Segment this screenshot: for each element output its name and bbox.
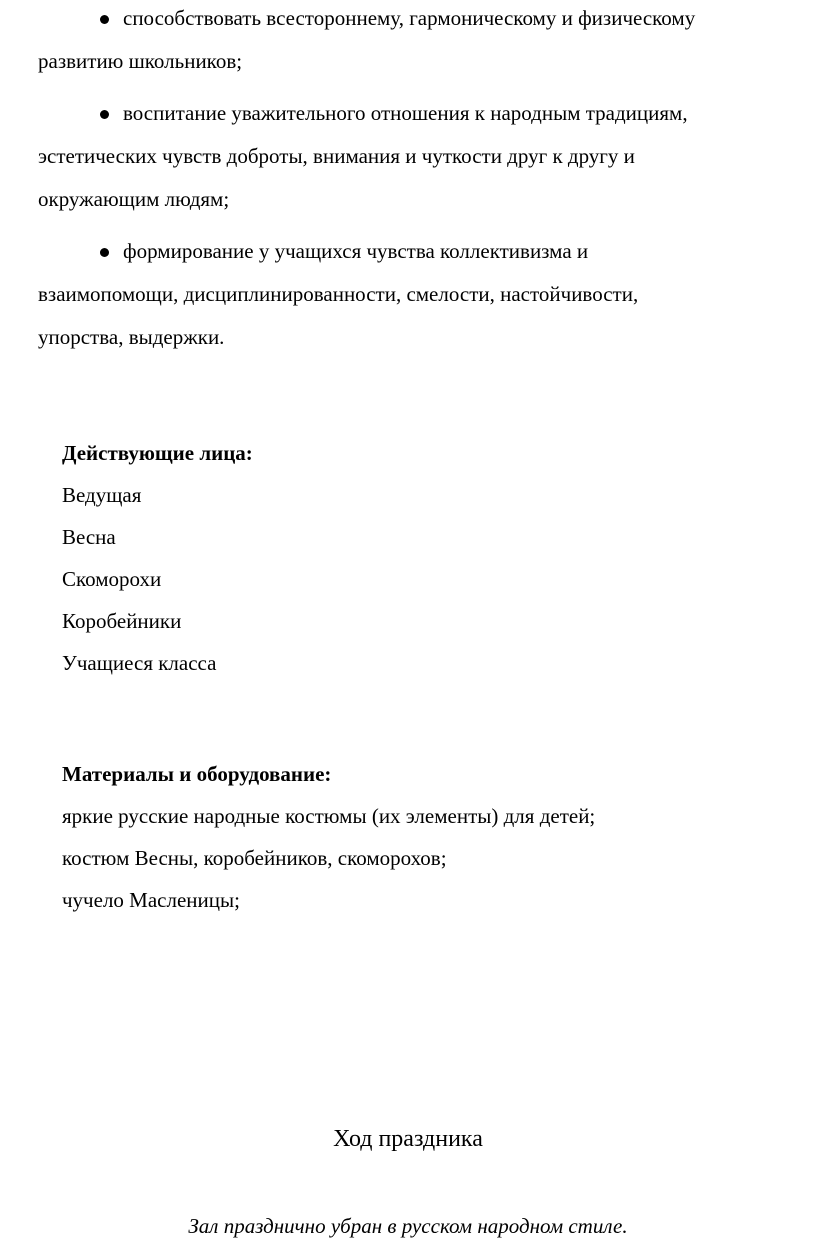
goal-text-continuation: развитию школьников; <box>38 49 243 73</box>
goal-item-2 <box>38 92 808 221</box>
bullet-icon <box>100 110 109 119</box>
character-item: Скоморохи <box>62 567 162 591</box>
goal-text-continuation: эстетических чувств доброты, внимания и чуткости друг к другу и <box>38 144 635 168</box>
character-item: Учащиеся класса <box>62 651 217 675</box>
goal-text-first-line: формирование у учащихся чувства коллективизма и <box>123 239 589 263</box>
character-item: Ведущая <box>62 483 142 507</box>
goal-item-1 <box>38 0 808 83</box>
characters-heading: Действующие лица: <box>62 441 253 465</box>
material-item: чучело Масленицы; <box>62 888 240 912</box>
bullet-icon <box>100 248 109 257</box>
goal-text-first-line: способствовать всестороннему, гармоническому и физическому <box>123 6 696 30</box>
character-item: Весна <box>62 525 116 549</box>
bullet-icon <box>100 15 109 24</box>
material-item: костюм Весны, коробейников, скоморохов; <box>62 846 447 870</box>
goal-text-continuation: взаимопомощи, дисциплинированности, смелости, настойчивости, <box>38 282 639 306</box>
characters-section <box>62 432 253 684</box>
character-item: Коробейники <box>62 609 182 633</box>
material-item: яркие русские народные костюмы (их элементы) для детей; <box>62 804 596 828</box>
goal-item-3 <box>38 230 808 359</box>
goal-text-continuation: упорства, выдержки. <box>38 325 225 349</box>
stage-direction: Зал празднично убран в русском народном стиле. <box>188 1214 628 1238</box>
materials-section <box>62 753 595 921</box>
goal-text-first-line: воспитание уважительного отношения к народным традициям, <box>123 101 688 125</box>
materials-heading: Материалы и оборудование: <box>62 762 332 786</box>
goal-text-continuation: окружающим людям; <box>38 187 230 211</box>
course-title: Ход праздника <box>333 1126 483 1152</box>
